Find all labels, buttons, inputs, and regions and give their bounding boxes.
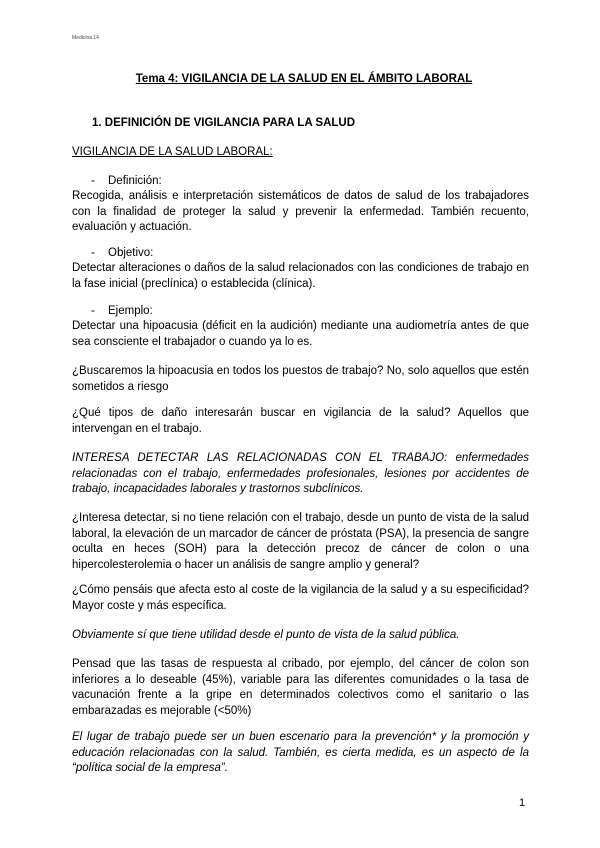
definicion-bullet — [91, 175, 162, 187]
bullet-dash: - — [91, 305, 95, 317]
ejemplo-text: Detectar una hipoacusia (déficit en la audición) mediante una audiometría antes de que sea consciente el trabajador o cuando ya lo es. — [72, 320, 529, 348]
paragraph-interesa-detectar: INTERESA DETECTAR LAS RELACIONADAS CON EL TRABAJO: enfermedades relacionadas con el trabajo, enfermedades profesionales, lesiones por accidentes de trabajo, incapacidades laborales y trastornos subclínicos. — [72, 452, 529, 495]
paragraph-interesa-pregunta: ¿Interesa detectar, si no tiene relación con el trabajo, desde un punto de vista de la salud laboral, la elevación de un marcador de cáncer de próstata (PSA), la presencia de sangre oculta en heces (SOH) para la detección precoz de cáncer de colon o una hipercolesterolemia o hacer un análisis de sangre amplio y general? — [72, 512, 529, 571]
paragraph-hipoacusia: ¿Buscaremos la hipoacusia en todos los puestos de trabajo? No, solo aquellos que estén sometidos a riesgo — [72, 365, 529, 393]
paragraph-lugar-trabajo: El lugar de trabajo puede ser un buen escenario para la prevención* y la promoción y educación relacionadas con la salud. También, es cierta medida, es un aspecto de la “política social de la empresa”. — [72, 731, 529, 774]
bullet-dash: - — [91, 175, 95, 187]
paragraph-tipos-dano: ¿Qué tipos de daño interesarán buscar en vigilancia de la salud? Aquellos que intervengan en el trabajo. — [72, 407, 529, 435]
ejemplo-label: Ejemplo: — [108, 305, 153, 317]
objetivo-bullet — [91, 247, 153, 259]
paragraph-salud-publica: Obviamente sí que tiene utilidad desde el punto de vista de la salud pública. — [72, 629, 460, 641]
bullet-dash: - — [91, 247, 95, 259]
definicion-text: Recogida, análisis e interpretación sistemáticos de datos de salud de los trabajadores con la finalidad de proteger la salud y prevenir la enfermedad. También recuento, evaluación y actuación. — [72, 190, 529, 233]
section-heading: 1. DEFINICIÓN DE VIGILANCIA PARA LA SALUD — [92, 117, 356, 129]
ejemplo-bullet — [91, 305, 153, 317]
paragraph-tasas-cribado: Pensad que las tasas de respuesta al cribado, por ejemplo, del cáncer de colon son inferiores a lo deseable (45%), variable para las diferentes comunidades o la tasa de vacunación frente a la gripe en determinados colectivos como el sanitario o las embarazadas es mejorable (<50%) — [72, 658, 529, 717]
objetivo-label: Objetivo: — [108, 247, 154, 259]
subheading: VIGILANCIA DE LA SALUD LABORAL: — [72, 146, 273, 158]
paragraph-coste: ¿Cómo pensáis que afecta esto al coste de la vigilancia de la salud y a su especificidad? Mayor coste y más específica. — [72, 584, 529, 612]
document-title: Tema 4: VIGILANCIA DE LA SALUD EN EL ÁMBITO LABORAL — [135, 73, 473, 85]
definicion-label: Definición: — [108, 175, 162, 187]
header-label: Medicina 14 — [72, 35, 99, 41]
page-number: 1 — [519, 797, 526, 809]
objetivo-text: Detectar alteraciones o daños de la salud relacionados con las condiciones de trabajo en la fase inicial (preclínica) o establecida (clínica). — [72, 262, 529, 290]
